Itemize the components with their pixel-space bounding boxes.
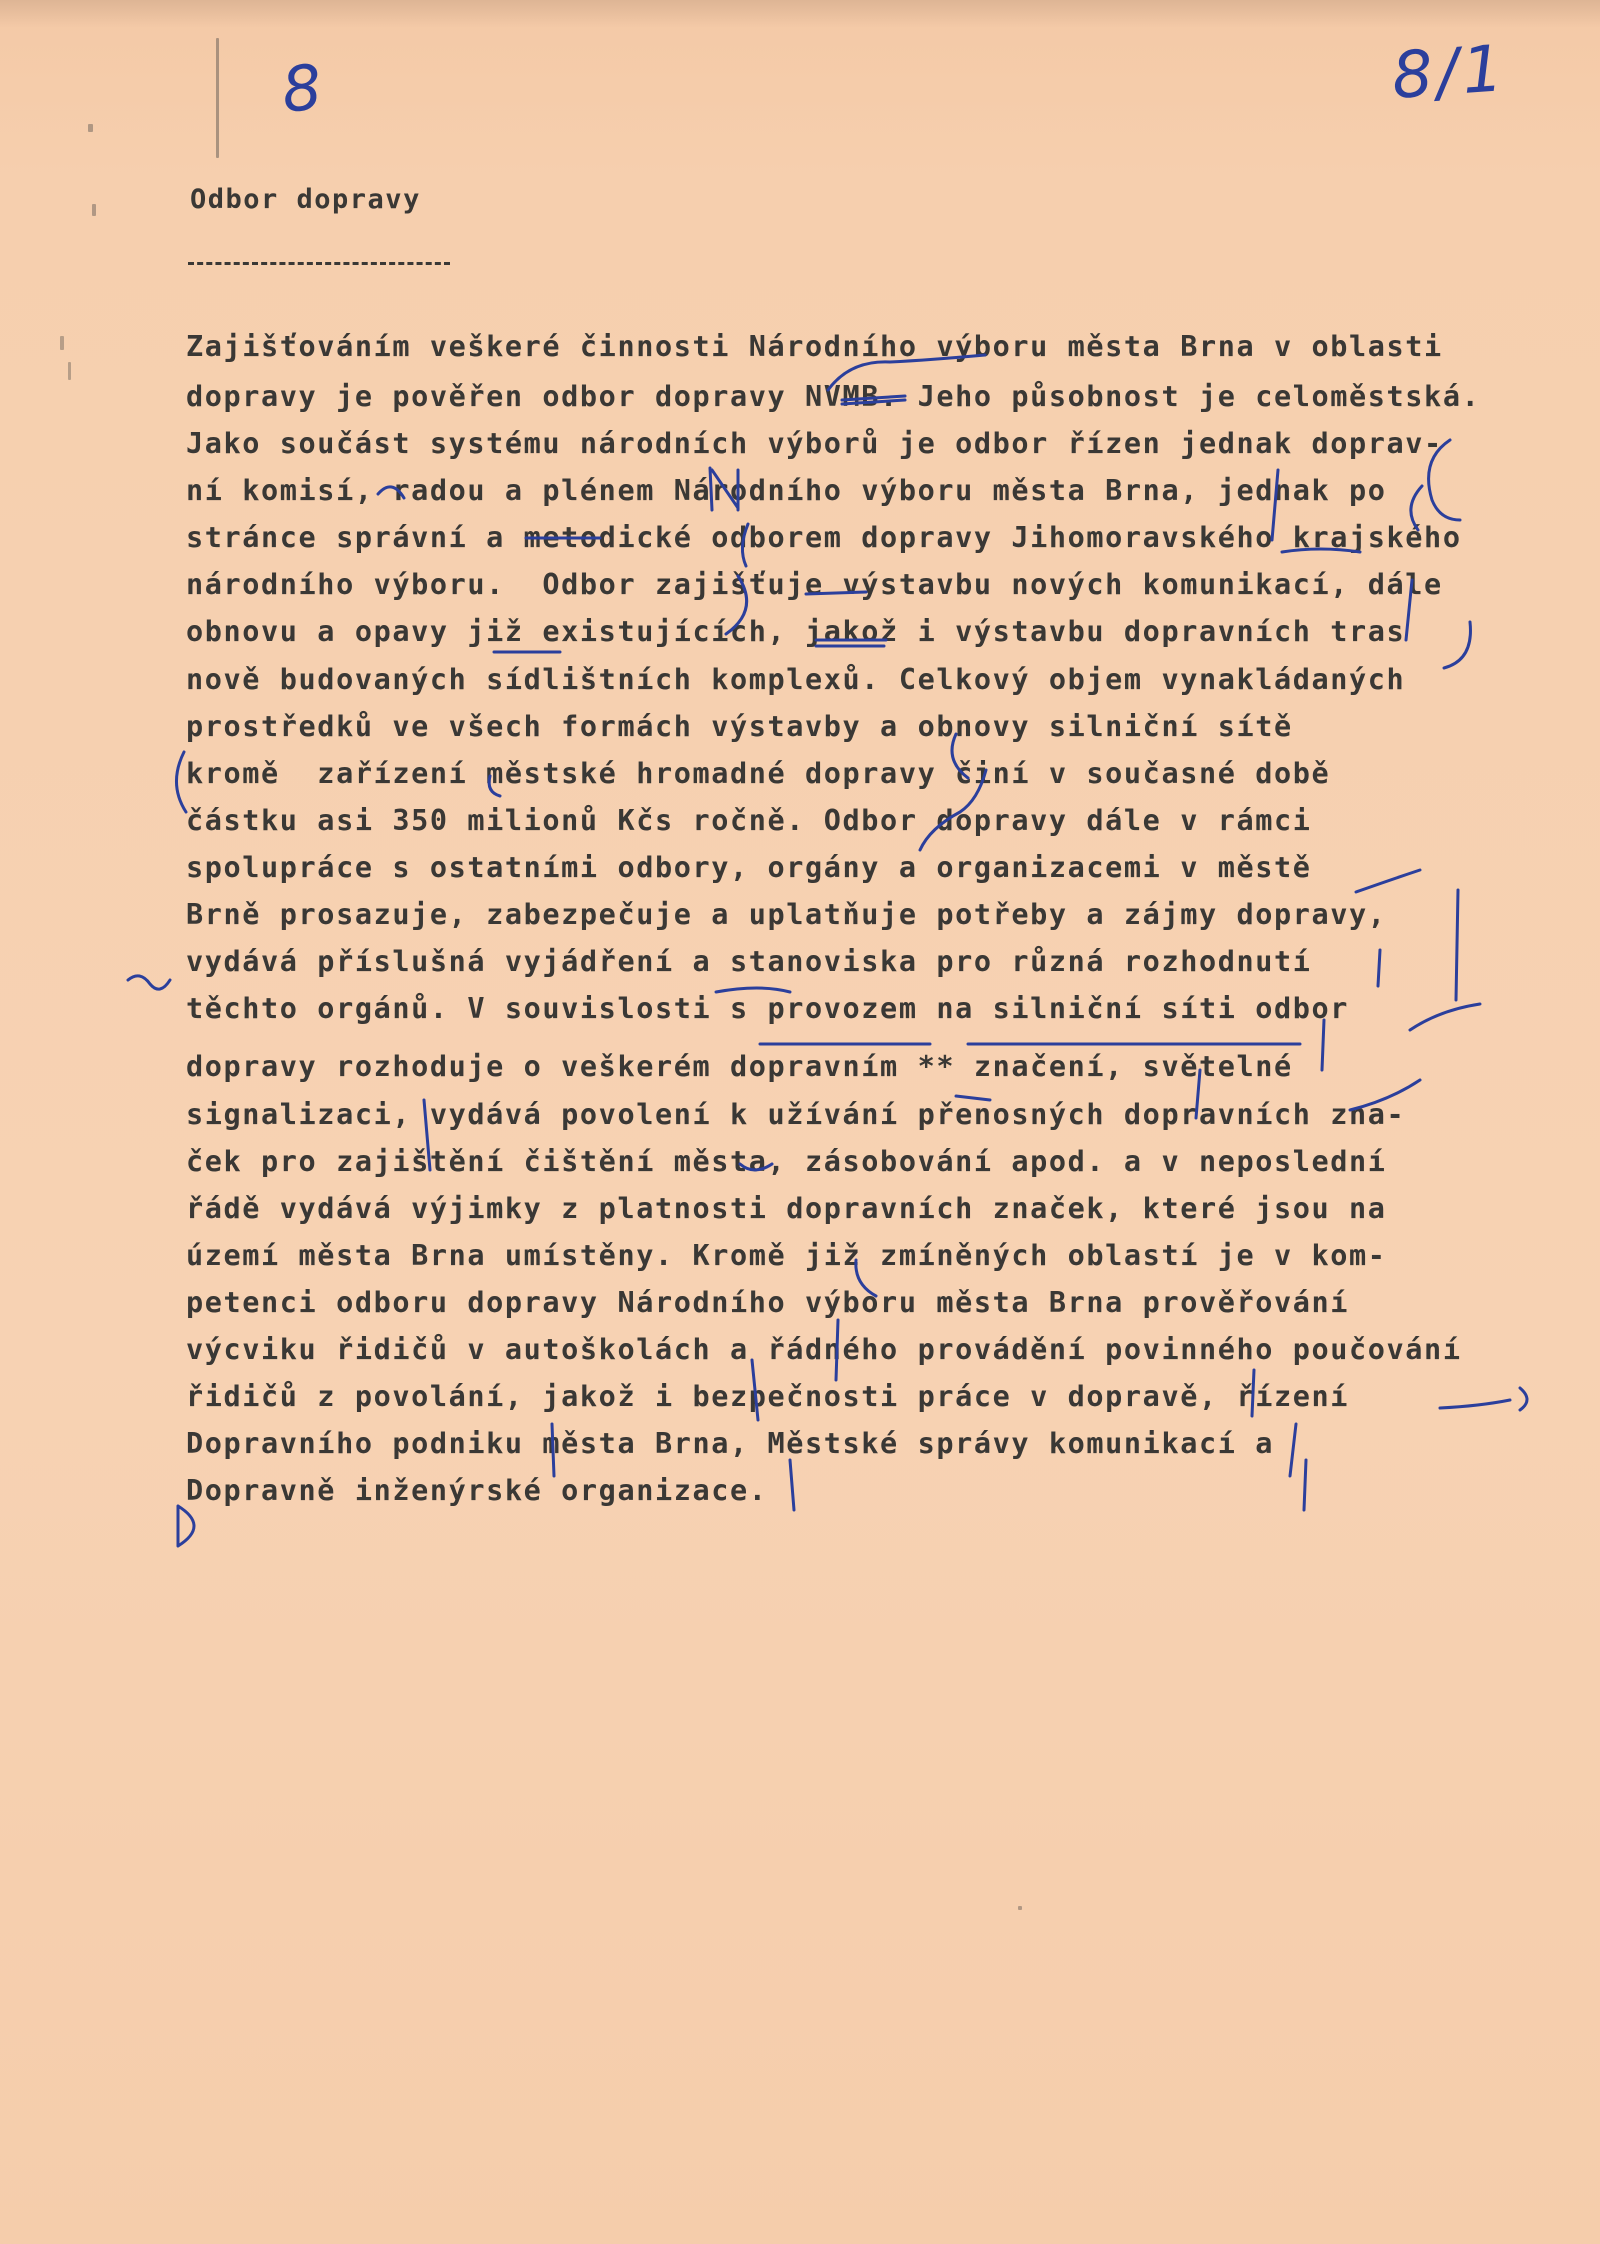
correction-wave-poucovani: [1440, 1400, 1510, 1408]
correction-vertical-rizeni: [1290, 1424, 1296, 1476]
correction-vertical-odbor: [1322, 1020, 1324, 1070]
stray-mark: [1018, 1906, 1022, 1910]
handwritten-folio-number: 8/1: [1389, 32, 1510, 114]
text-line: řádě vydává výjimky z platnosti dopravních značek, které jsou na: [186, 1192, 1387, 1225]
text-line: kromě zařízení městské hromadné dopravy činí v současné době: [186, 757, 1331, 790]
text-line: ček pro zajištění čištění města, zásobování apod. a v neposlední: [186, 1145, 1387, 1178]
correction-vertical-a: [1304, 1460, 1306, 1510]
correction-comma-poucovani: [1520, 1388, 1527, 1410]
correction-capital-d: [178, 1506, 194, 1546]
correction-mark-meste: [1356, 870, 1420, 892]
stray-mark: [60, 336, 64, 350]
text-line: Brně prosazuje, zabezpečuje a uplatňuje potřeby a zájmy dopravy,: [186, 898, 1387, 931]
heading-underline: [188, 262, 450, 265]
text-line: národního výboru. Odbor zajišťuje výstavbu nových komunikací, dále: [186, 568, 1443, 601]
stray-mark: [92, 204, 96, 216]
correction-vertical-dopravy: [1456, 890, 1458, 1000]
text-line: Zajišťováním veškeré činnosti Národního výboru města Brna v oblasti: [186, 330, 1443, 363]
text-line: spolupráce s ostatními odbory, orgány a organizacemi v městě: [186, 851, 1312, 884]
text-line: prostředků ve všech formách výstavby a obnovy silniční sítě: [186, 710, 1293, 743]
correction-swoosh-tras: [1444, 622, 1470, 668]
correction-bracket-kromě: [176, 752, 186, 812]
text-line: obnovu a opavy již existujících, jakož i výstavbu dopravních tras: [186, 615, 1406, 648]
section-heading: Odbor dopravy: [190, 184, 421, 215]
text-line: ní komisí, radou a plénem Národního výboru města Brna, jednak po: [186, 474, 1387, 507]
text-line: stránce správní a metodické odborem dopravy Jihomoravského krajského: [186, 521, 1462, 554]
correction-swirl-vydava: [128, 976, 170, 989]
handwritten-page-number: 8: [278, 50, 326, 127]
text-line: řidičů z povolání, jakož i bezpečnosti práce v dopravě, řízení: [186, 1380, 1350, 1413]
correction-vertical-mestske: [790, 1460, 794, 1510]
correction-curve-odbor: [1410, 1004, 1480, 1030]
stray-mark: [88, 124, 93, 132]
text-line: signalizaci, vydává povolení k užívání přenosných dopravních zna-: [186, 1098, 1406, 1131]
stray-mark: [68, 362, 71, 380]
text-line: petenci odboru dopravy Národního výboru města Brna prověřování: [186, 1286, 1350, 1319]
text-line: území města Brna umístěny. Kromě již zmíněných oblastí je v kom-: [186, 1239, 1387, 1272]
text-line: vydává příslušná vyjádření a stanoviska pro různá rozhodnutí: [186, 945, 1312, 978]
text-line: nově budovaných sídlištních komplexů. Celkový objem vynakládaných: [186, 663, 1406, 696]
text-line: Jako součást systému národních výborů je odbor řízen jednak doprav-: [186, 427, 1443, 460]
page-edge-shadow: [0, 0, 1600, 28]
text-line: Dopravně inženýrské organizace.: [186, 1474, 768, 1507]
text-line: dopravy rozhoduje o veškerém dopravním ** značení, světelné: [186, 1050, 1293, 1083]
text-line: těchto orgánů. V souvislosti s provozem na silniční síti odbor: [186, 992, 1350, 1025]
stray-mark: [216, 38, 219, 158]
correction-vertical-rozhodnuti: [1378, 950, 1380, 986]
text-line: výcviku řidičů v autoškolách a řádného provádění povinného poučování: [186, 1333, 1462, 1366]
text-line: částku asi 350 milionů Kčs ročně. Odbor dopravy dále v rámci: [186, 804, 1312, 837]
text-line: dopravy je pověřen odbor dopravy NVMB. Jeho působnost je celoměstská.: [186, 380, 1481, 413]
text-line: Dopravního podniku města Brna, Městské správy komunikací a: [186, 1427, 1274, 1460]
